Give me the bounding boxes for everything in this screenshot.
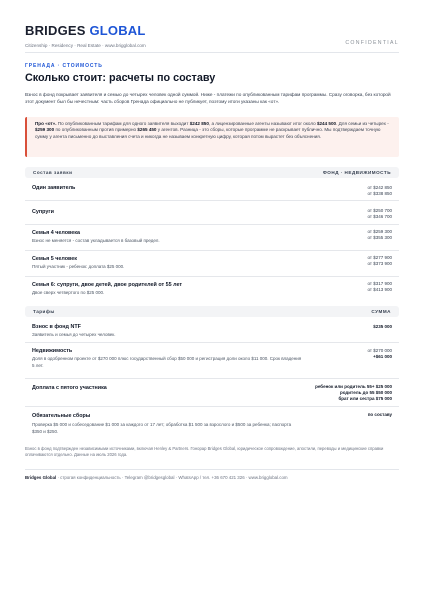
row-name: Обязательные сборы: [32, 413, 91, 419]
amount-tier: родитель до 55 $50 000: [339, 390, 392, 396]
row-values: [315, 384, 392, 403]
tariffs-header: [25, 306, 399, 317]
property-value: от $338 850: [367, 191, 392, 197]
tariffs-table: [25, 306, 399, 443]
row-name: Семья 4 человека: [32, 230, 80, 236]
row-name: Доплата с пятого участника: [32, 385, 107, 391]
amount-value: от $270 000: [367, 348, 392, 353]
row-name: Семья 6: супруги, двое детей, двое родителей от 55 лет: [32, 282, 183, 288]
row-name: Один заявитель: [32, 185, 76, 191]
row-name: Взнос в фонд NTF: [32, 324, 81, 330]
amount-tier: брат или сестра $75 000: [338, 396, 392, 402]
tariffs-col-name: Тарифы: [33, 309, 55, 314]
row-name: Недвижимость: [32, 348, 73, 354]
brand-word-accent: GLOBAL: [89, 23, 146, 38]
header: [25, 24, 399, 48]
fund-value: от $317 900: [367, 281, 392, 286]
row-description: Двое сверх четвертого по $25 000.: [32, 290, 105, 295]
property-value: от $355 300: [367, 235, 392, 241]
composition-col-values: ФОНД · НЕДВИЖИМОСТЬ: [322, 170, 391, 175]
table-row: [25, 379, 399, 407]
amount-extra: +$61 000: [373, 354, 392, 360]
composition-col-name: Состав заявки: [33, 170, 73, 175]
intro-paragraph: Взнос в фонд покрывает заявителя и семью до четырех человек одной суммой. Ниже - платежи по опубликованным тарифам программы. Сразу оговорка, без которой этот документ был бы нечестным: часть сборов Гренада официально не публикует, поэтому итоги указаны как «от».: [25, 92, 391, 105]
amount-tier: ребенок или родитель 55+ $25 000: [315, 384, 392, 389]
row-values: [368, 185, 392, 197]
footer-contacts[interactable]: · строгая конфиденциальность · Telegram @bridgesglobal · WhatsApp / тел. +36 670 421 326 · www.brigglobal.com: [56, 475, 288, 480]
note-text-4: по опубликованным против примерно: [54, 127, 138, 133]
property-value: от $373 900: [367, 261, 392, 267]
note-amount-1: $242 850: [189, 121, 209, 126]
footer: [25, 475, 288, 480]
table-row: [25, 225, 399, 251]
header-divider: [25, 52, 399, 53]
row-description: Доля в одобренном проекте от $270 000 плюс государственный сбор $50 000 и регистрация доли около $11 000. Срок владения 5 лет.: [32, 356, 302, 368]
table-row: [25, 317, 399, 343]
row-description: Проверка $5 000 и собеседование $1 000 за каждого от 17 лет; обработка $1 500 за взрослого и $500 за ребенка; паспорта $350 и $250.: [32, 422, 292, 434]
footer-divider: [25, 469, 399, 470]
fund-value: от $259 300: [367, 229, 392, 234]
table-row: [25, 201, 399, 225]
property-value: от $346 700: [367, 214, 392, 220]
table-row: [25, 343, 399, 379]
page-title: Сколько стоит: расчеты по составу: [25, 72, 216, 84]
row-description: Пятый участник - ребенок: доплата $25 000.: [32, 264, 125, 269]
table-row: [25, 277, 399, 303]
fund-value: от $250 700: [367, 208, 392, 213]
row-values: [368, 348, 392, 360]
amount-value: по составу: [367, 412, 392, 417]
row-values: [368, 208, 392, 220]
fund-value: от $242 850: [367, 185, 392, 190]
note-amount-4: $265 450: [137, 127, 157, 133]
note-text-2: , а лицензированные агенты называют итог около: [208, 121, 317, 126]
note-text-1: По опубликованным тарифам для одного заявителя выходит: [56, 121, 190, 126]
row-values: [368, 229, 392, 241]
confidential-label: CONFIDENTIAL: [345, 40, 399, 46]
note-lead: Про «от».: [35, 121, 57, 126]
row-values: [368, 412, 392, 418]
amount-value: $235 000: [373, 324, 392, 329]
property-value: от $413 900: [367, 287, 392, 293]
row-values: [368, 281, 392, 293]
table-row: [25, 407, 399, 443]
disclaimer-note: [25, 117, 399, 157]
row-values: [373, 324, 392, 330]
row-name: Семья 5 человек: [32, 256, 77, 262]
row-values: [368, 255, 392, 267]
row-description: Взнос не меняется - состав укладывается в базовый предел.: [32, 238, 160, 243]
footnote: Взнос в фонд подтвержден независимыми источниками, включая Henley & Partners. Гонорар Bridges Global, юридическое сопровождение, апостили, переводы и медицинские справки оплачиваются отдельно. Данные на июль 2026 года.: [25, 446, 384, 458]
brand-logo[interactable]: [25, 24, 399, 38]
brand-word-primary: BRIDGES: [25, 23, 86, 38]
fund-value: от $277 900: [367, 255, 392, 260]
table-row: [25, 178, 399, 201]
row-description: Заявитель и семья до четырех человек.: [32, 332, 116, 337]
breadcrumb: ГРЕНАДА · СТОИМОСТЬ: [25, 63, 103, 69]
note-text-3: . Для семьи из четырех -: [336, 121, 389, 126]
footer-brand: Bridges Global: [25, 475, 57, 480]
note-amount-3: $259 300: [35, 127, 55, 133]
note-text-5: у агентов. Разница - это сборы, которые программе не раскрывает публично. Мы подтверждаем точную сумму у агента письменно до выставления счета и никогда не называем конкретную цифру, которая потом вырастет без объяснения.: [35, 127, 381, 139]
composition-header: [25, 167, 399, 178]
table-row: [25, 251, 399, 277]
composition-table: [25, 167, 399, 303]
row-name: Супруги: [32, 209, 54, 215]
note-amount-2: $244 500: [316, 121, 337, 126]
tariffs-col-amount: СУММА: [371, 309, 391, 314]
brand-tagline: Citizenship · Residency · Real Estate · www.brigglobal.com: [25, 43, 146, 48]
